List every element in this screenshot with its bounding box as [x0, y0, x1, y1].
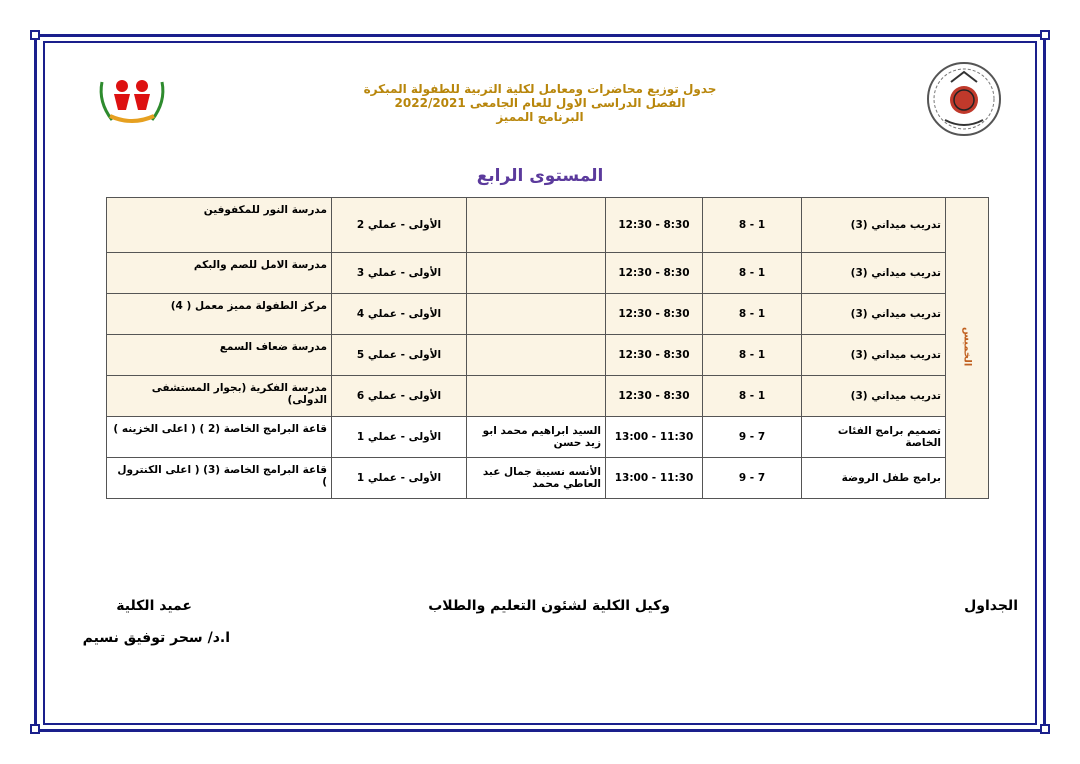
header-line-1: جدول توزيع محاضرات ومعامل لكلية التربية للطفولة المبكرة — [363, 82, 717, 96]
level-title: المستوى الرابع — [476, 166, 604, 186]
section-cell: الأولى - عملي 4 — [332, 294, 467, 335]
table-row — [107, 335, 989, 376]
time-cell: 11:30 - 13:00 — [606, 458, 703, 499]
course-cell: تدريب ميداني (3) — [802, 376, 946, 417]
course-cell: تصميم برامج الفئات الخاصة — [802, 417, 946, 458]
time-cell: 8:30 - 12:30 — [606, 335, 703, 376]
document-header — [360, 82, 720, 124]
teacher-cell — [467, 376, 606, 417]
university-seal — [925, 60, 1003, 138]
place-cell: مدرسة ضعاف السمع — [107, 335, 332, 376]
table-row — [107, 417, 989, 458]
frame-corner — [1040, 30, 1050, 40]
teacher-cell — [467, 253, 606, 294]
time-cell: 11:30 - 13:00 — [606, 417, 703, 458]
course-cell: تدريب ميداني (3) — [802, 253, 946, 294]
place-cell: قاعة البرامج الخاصة (2 ) ( اعلى الخزينه ) — [107, 417, 332, 458]
time-cell: 8:30 - 12:30 — [606, 294, 703, 335]
table-row — [107, 294, 989, 335]
section-cell: الأولى - عملي 1 — [332, 458, 467, 499]
teacher-cell — [467, 335, 606, 376]
section-cell: الأولى - عملي 5 — [332, 335, 467, 376]
group-cell: 1 - 8 — [703, 376, 802, 417]
time-cell: 8:30 - 12:30 — [606, 253, 703, 294]
course-cell: تدريب ميداني (3) — [802, 294, 946, 335]
faculty-logo — [92, 62, 172, 134]
dean-name: ا.د/ سحر توفيق نسيم — [82, 630, 230, 646]
place-cell: قاعة البرامج الخاصة (3) ( اعلى الكنترول ) — [107, 458, 332, 499]
tables-signature: الجداول — [964, 598, 1018, 614]
time-cell: 8:30 - 12:30 — [606, 198, 703, 253]
section-cell: الأولى - عملي 6 — [332, 376, 467, 417]
teacher-cell: السيد ابراهيم محمد ابو زيد حسن — [467, 417, 606, 458]
course-cell: برامج طفل الروضة — [802, 458, 946, 499]
frame-corner — [30, 724, 40, 734]
group-cell: 7 - 9 — [703, 458, 802, 499]
section-cell: الأولى - عملي 2 — [332, 198, 467, 253]
teacher-cell — [467, 198, 606, 253]
group-cell: 1 - 8 — [703, 335, 802, 376]
group-cell: 1 - 8 — [703, 253, 802, 294]
day-cell — [946, 198, 989, 499]
table-row — [107, 253, 989, 294]
teacher-cell: الأنسه نسيبة جمال عبد العاطي محمد — [467, 458, 606, 499]
group-cell: 1 - 8 — [703, 294, 802, 335]
place-cell: مدرسة الفكرية (بجوار المستشفى الدولى) — [107, 376, 332, 417]
table-row — [107, 198, 989, 253]
frame-corner — [30, 30, 40, 40]
course-cell: تدريب ميداني (3) — [802, 198, 946, 253]
table-row — [107, 458, 989, 499]
teacher-cell — [467, 294, 606, 335]
schedule-table — [106, 197, 989, 499]
header-line-3: البرنامج المميز — [496, 110, 584, 124]
place-cell: مدرسة الامل للصم والبكم — [107, 253, 332, 294]
place-cell: مدرسة النور للمكفوفين — [107, 198, 332, 253]
frame-corner — [1040, 724, 1050, 734]
group-cell: 7 - 9 — [703, 417, 802, 458]
place-cell: مركز الطفولة مميز معمل ( 4) — [107, 294, 332, 335]
table-row — [107, 376, 989, 417]
header-line-2: الفصل الدراسى الاول للعام الجامعى 2022/2021 — [394, 96, 686, 110]
course-cell: تدريب ميداني (3) — [802, 335, 946, 376]
day-label: الخميس — [961, 326, 973, 367]
dean-title: عميد الكلية — [116, 598, 192, 614]
vice-dean-signature: وكيل الكلية لشئون التعليم والطلاب — [428, 598, 670, 614]
section-cell: الأولى - عملي 1 — [332, 417, 467, 458]
section-cell: الأولى - عملي 3 — [332, 253, 467, 294]
time-cell: 8:30 - 12:30 — [606, 376, 703, 417]
group-cell: 1 - 8 — [703, 198, 802, 253]
